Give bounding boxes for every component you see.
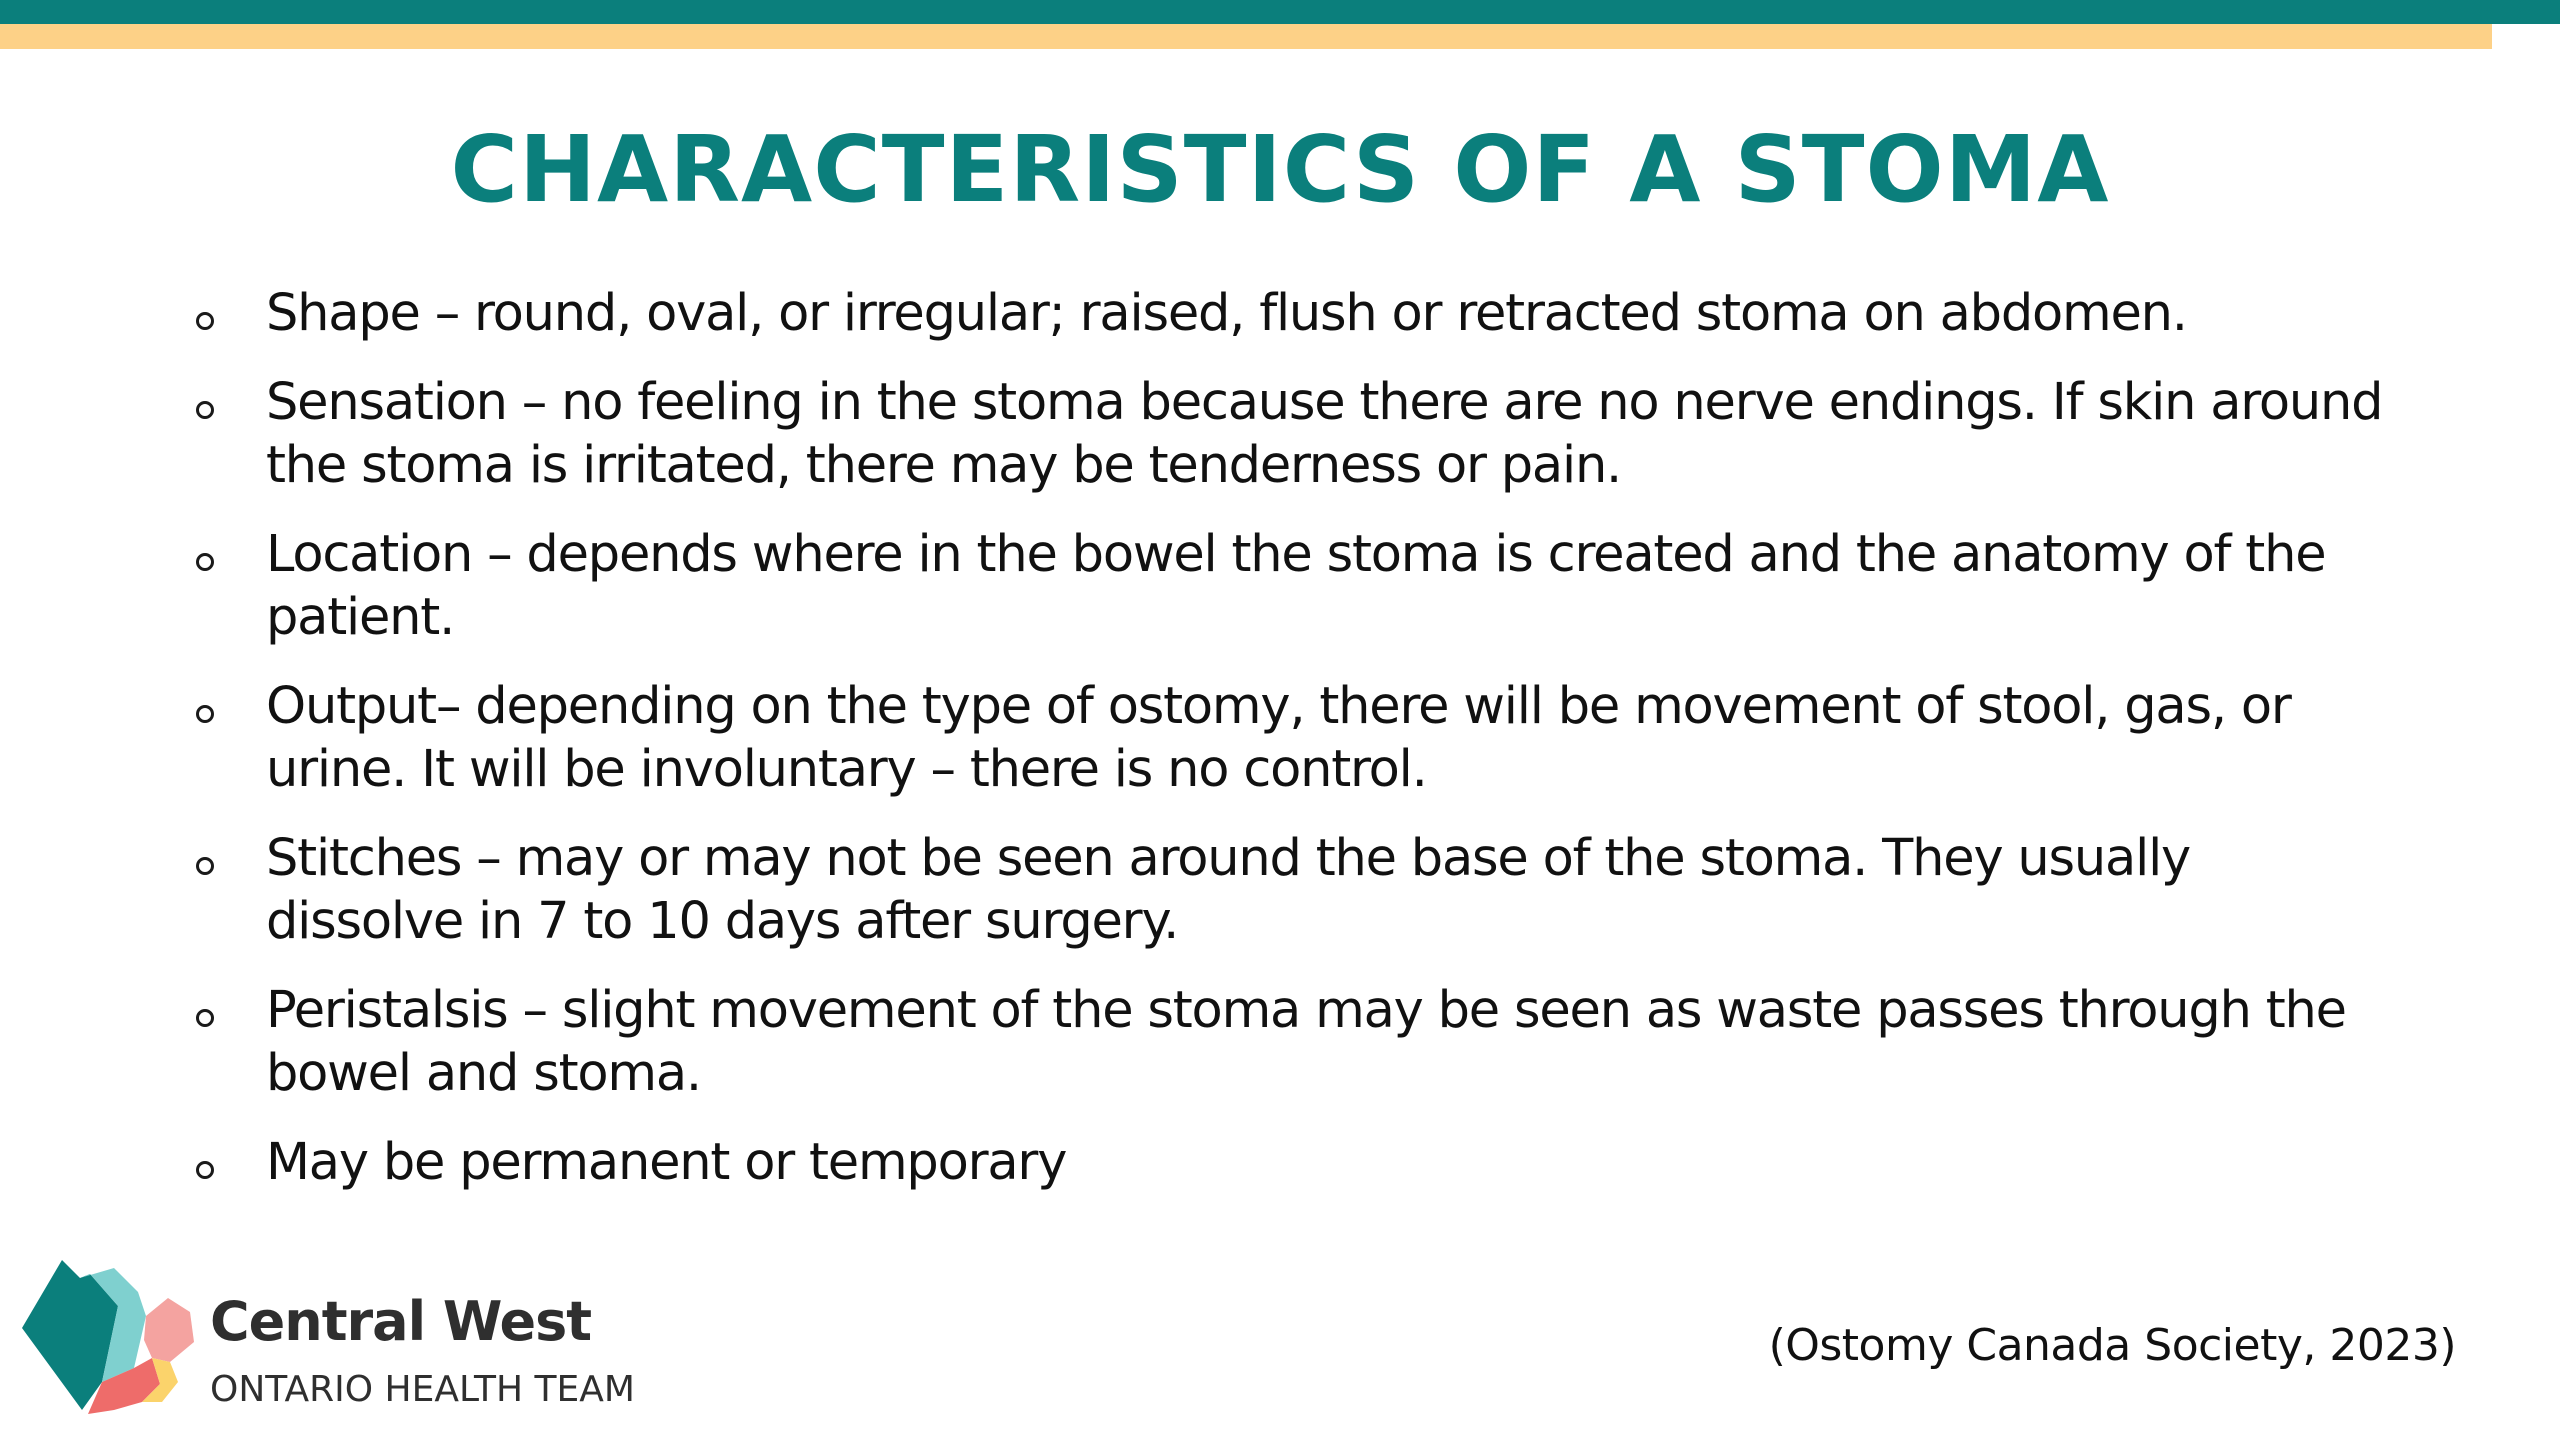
bullet-item-peristalsis — [190, 979, 2390, 1105]
bullet-text: Stitches – may or may not be seen around the base of the stoma. They usually dissolve in 7 to 10 days after surgery. — [266, 829, 2191, 951]
org-name: Central West — [210, 1290, 592, 1353]
hollow-circle-icon — [196, 401, 214, 419]
bullet-item-permanence — [190, 1131, 2390, 1194]
bullet-item-stitches — [190, 827, 2390, 953]
bullet-text: Shape – round, oval, or irregular; raised, flush or retracted stoma on abdomen. — [266, 284, 2187, 343]
hollow-circle-icon — [196, 705, 214, 723]
bullet-text: Output– depending on the type of ostomy, there will be movement of stool, gas, or urine. It will be involuntary – there is no control. — [266, 677, 2291, 799]
accent-yellow-bar — [0, 24, 2492, 49]
bullet-item-location — [190, 523, 2390, 649]
hollow-circle-icon — [196, 553, 214, 571]
hollow-circle-icon — [196, 857, 214, 875]
bullet-item-sensation — [190, 371, 2390, 497]
top-teal-bar — [0, 0, 2560, 24]
hollow-circle-icon — [196, 1009, 214, 1027]
org-subtitle: ONTARIO HEALTH TEAM — [210, 1369, 635, 1410]
ontario-map-logo-icon — [18, 1258, 198, 1418]
hollow-circle-icon — [196, 312, 214, 330]
bullet-list — [190, 282, 2390, 1220]
bullet-text: Sensation – no feeling in the stoma because there are no nerve endings. If skin around the stoma is irritated, there may be tenderness or pain. — [266, 373, 2383, 495]
bullet-item-output — [190, 675, 2390, 801]
bullet-item-shape — [190, 282, 2390, 345]
bullet-text: Peristalsis – slight movement of the stoma may be seen as waste passes through the bowel and stoma. — [266, 981, 2346, 1103]
bullet-text: May be permanent or temporary — [266, 1133, 1067, 1192]
bullet-text: Location – depends where in the bowel the stoma is created and the anatomy of the patient. — [266, 525, 2326, 647]
citation: (Ostomy Canada Society, 2023) — [1768, 1320, 2456, 1371]
logo-shape-pink — [144, 1298, 194, 1362]
hollow-circle-icon — [196, 1161, 214, 1179]
slide-title: CHARACTERISTICS OF A STOMA — [450, 116, 2110, 223]
